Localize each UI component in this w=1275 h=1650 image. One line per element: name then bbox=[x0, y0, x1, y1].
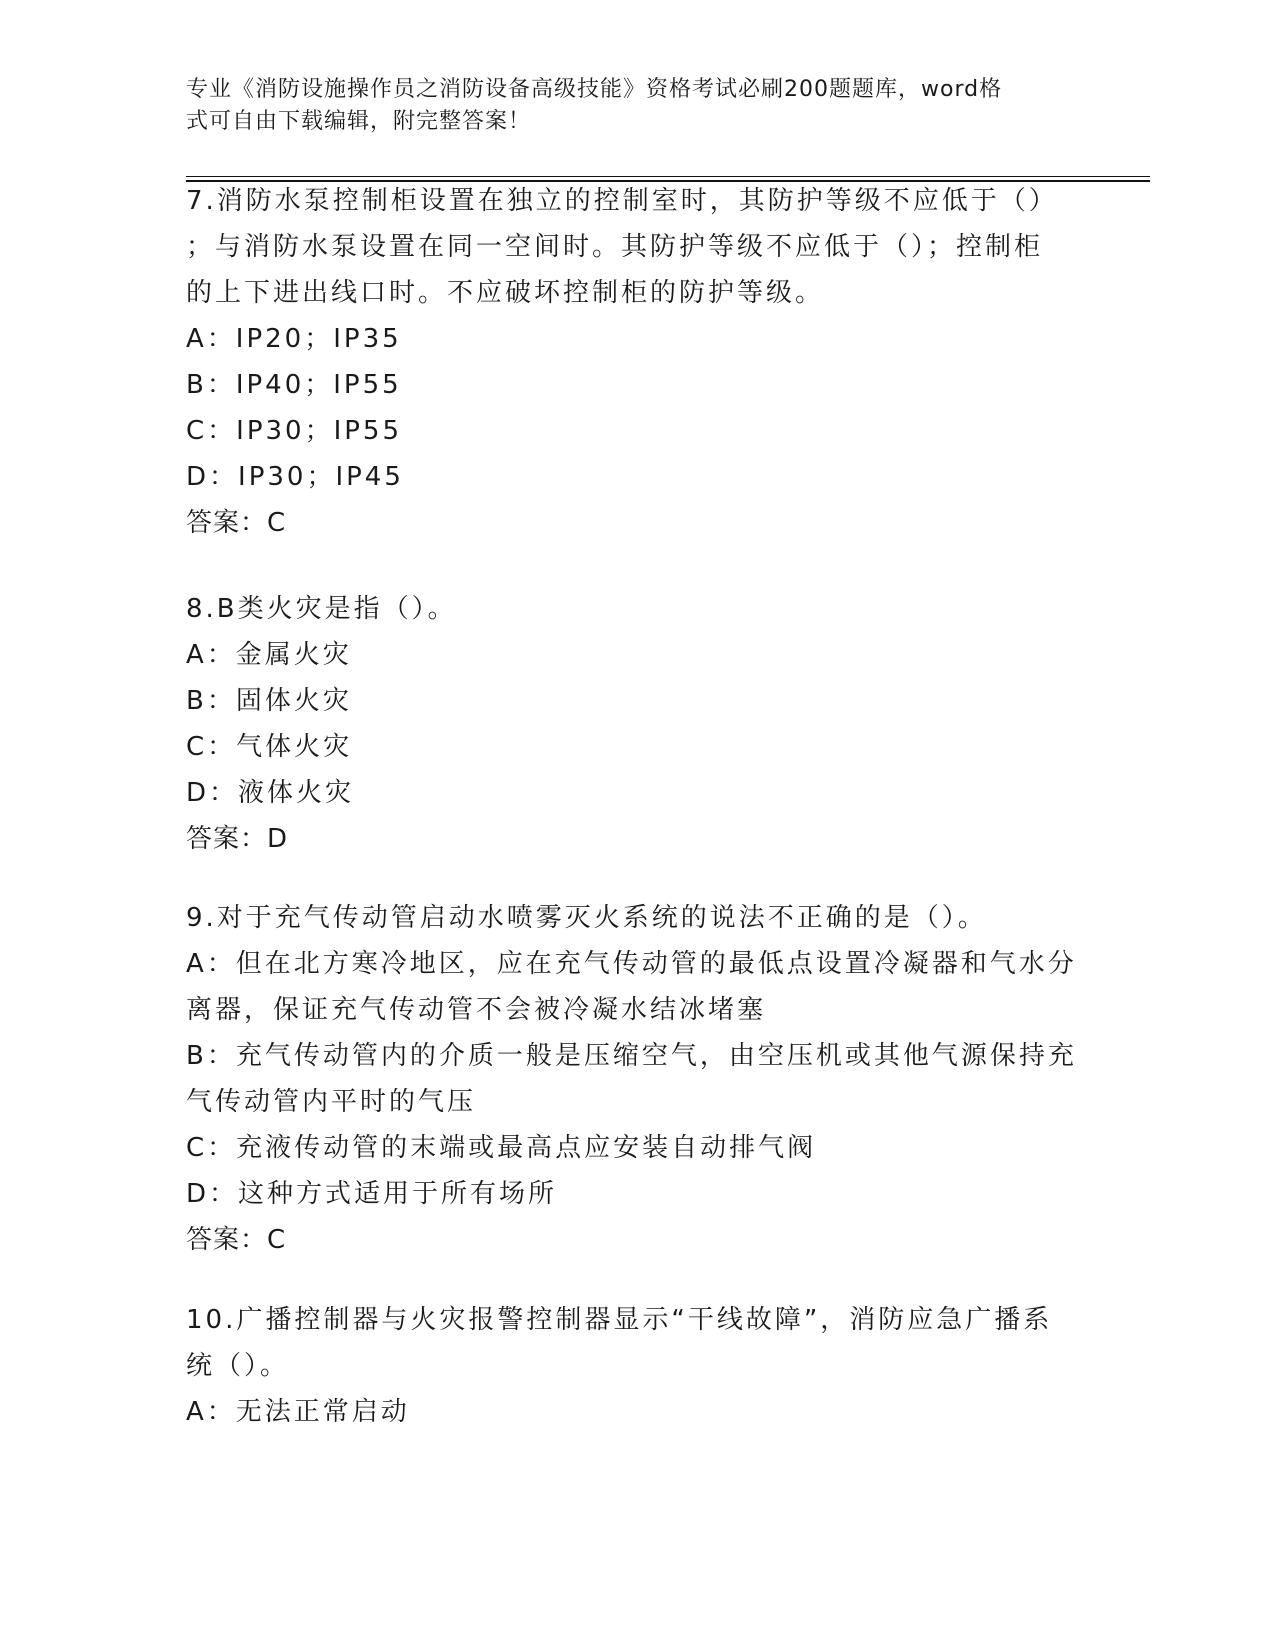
question-stem-line: 的上下进出线口时。不应破坏控制柜的防护等级。 bbox=[186, 278, 825, 308]
document-header bbox=[186, 74, 1066, 138]
option-b-continued: 气传动管内平时的气压 bbox=[186, 1087, 477, 1117]
answer-line: 答案：C bbox=[186, 1225, 287, 1255]
option-d: D：这种方式适用于所有场所 bbox=[186, 1179, 558, 1209]
question-stem-line: 10.广播控制器与火灾报警控制器显示“干线故障”，消防应急广播系 bbox=[186, 1305, 1053, 1335]
answer-line: 答案：D bbox=[186, 824, 289, 854]
option-d: D：液体火灾 bbox=[186, 778, 355, 808]
option-b: B：固体火灾 bbox=[186, 686, 352, 716]
option-a-continued: 离器，保证充气传动管不会被冷凝水结冰堵塞 bbox=[186, 995, 767, 1025]
option-a: A：金属火灾 bbox=[186, 640, 352, 670]
question-10 bbox=[186, 1297, 1086, 1435]
question-stem-line: 9.对于充气传动管启动水喷雾灭火系统的说法不正确的是（）。 bbox=[186, 903, 987, 933]
question-stem-line: 8.B类火灾是指（）。 bbox=[186, 594, 457, 624]
header-line-1: 专业《消防设施操作员之消防设备高级技能》资格考试必刷200题题库，word格 bbox=[186, 77, 1003, 102]
option-c: C：IP30；IP55 bbox=[186, 416, 403, 446]
option-d: D：IP30；IP45 bbox=[186, 462, 404, 492]
option-a: A：但在北方寒冷地区，应在充气传动管的最低点设置冷凝器和气水分 bbox=[186, 949, 1077, 979]
option-a: A：无法正常启动 bbox=[186, 1397, 410, 1427]
option-a: A：IP20；IP35 bbox=[186, 324, 402, 354]
option-b: B：IP40；IP55 bbox=[186, 370, 402, 400]
option-c: C：气体火灾 bbox=[186, 732, 353, 762]
header-divider-thin bbox=[186, 176, 1150, 177]
question-stem-line: 统（）。 bbox=[186, 1351, 290, 1381]
header-line-2: 式可自由下载编辑，附完整答案！ bbox=[186, 109, 532, 134]
question-stem-line: 7.消防水泵控制柜设置在独立的控制室时，其防护等级不应低于（） bbox=[186, 186, 1058, 216]
question-8 bbox=[186, 586, 1086, 862]
option-c: C：充液传动管的末端或最高点应安装自动排气阀 bbox=[186, 1133, 817, 1163]
question-7 bbox=[186, 178, 1086, 546]
option-b: B：充气传动管内的介质一般是压缩空气，由空压机或其他气源保持充 bbox=[186, 1041, 1077, 1071]
question-stem-line: ；与消防水泵设置在同一空间时。其防护等级不应低于（）；控制柜 bbox=[186, 232, 1044, 262]
question-9 bbox=[186, 895, 1086, 1263]
answer-line: 答案：C bbox=[186, 508, 287, 538]
